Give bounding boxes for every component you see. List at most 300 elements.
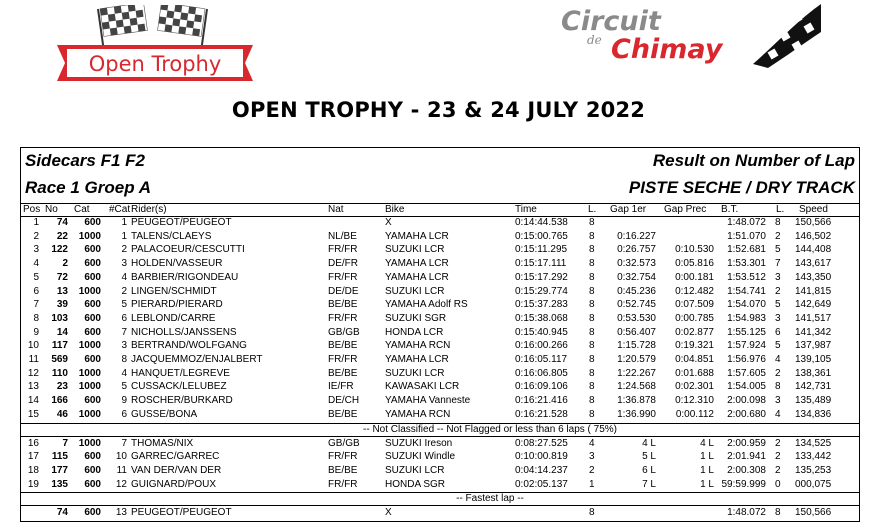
cell-nat: DE/DE: [328, 285, 359, 297]
col-bike: Bike: [385, 204, 405, 215]
cell-bike: SUZUKI LCR: [385, 285, 445, 297]
table-row: [21, 298, 859, 312]
cell-time: 0:16:21.528: [515, 408, 568, 420]
cell-ncat: 5: [121, 299, 127, 311]
cell-pos: 18: [27, 464, 39, 476]
cell-gapprec: 0:02.301: [675, 381, 714, 393]
table-row: [21, 464, 859, 478]
cell-speed: 000,075: [795, 478, 832, 490]
cell-gapprec: 0:12.310: [675, 395, 714, 407]
cell-speed: 143,617: [795, 258, 832, 270]
cell-gap1: 1:22.267: [617, 367, 656, 379]
cell-nat: IE/FR: [328, 381, 354, 393]
not-classified-divider: [21, 423, 859, 437]
cell-gapprec: 1 L: [700, 478, 714, 490]
cell-gapprec: 1 L: [700, 451, 714, 463]
cell-nat: GB/GB: [328, 437, 360, 449]
cell-cat: 600: [84, 326, 101, 338]
cell-riders: JACQUEMMOZ/ENJALBERT: [131, 354, 263, 365]
cell-gapprec: 0:02.877: [675, 326, 714, 338]
col-cat: Cat: [74, 204, 90, 215]
cell-nat: GB/GB: [328, 326, 360, 338]
cell-pos: 12: [27, 367, 39, 379]
cell-bike: SUZUKI Windle: [385, 451, 456, 463]
cell-riders: GARREC/GARREC: [131, 451, 220, 463]
cell-no: 122: [51, 244, 68, 256]
cell-cat: 600: [84, 312, 101, 324]
col-laps: L.: [588, 204, 597, 215]
cell-bike: HONDA LCR: [385, 326, 444, 338]
chequered-swoosh-icon: [753, 4, 821, 68]
cell-gap1: 6 L: [642, 464, 656, 476]
cell-gap1: 0:16.227: [617, 230, 656, 242]
cell-no: 23: [56, 381, 68, 393]
cell-btlap: 8: [775, 381, 781, 393]
col-nat: Nat: [328, 204, 344, 215]
cell-gapprec: 1 L: [700, 464, 714, 476]
cell-time: 0:15:17.111: [515, 258, 567, 270]
cell-speed: 138,361: [795, 367, 832, 379]
cell-bt: 2:00.680: [727, 408, 766, 420]
cell-nat: BE/BE: [328, 464, 358, 476]
cell-btlap: 2: [775, 367, 781, 379]
table-row: [21, 230, 859, 244]
cell-no: 166: [51, 395, 68, 407]
cell-laps: 8: [589, 340, 595, 352]
cell-bike: SUZUKI Ireson: [385, 437, 453, 449]
cell-gap1: 7 L: [642, 478, 656, 490]
cell-bt: 1:54.070: [727, 299, 766, 311]
cell-pos: 1: [33, 217, 39, 228]
cell-cat: 600: [84, 258, 101, 270]
cell-btlap: 2: [775, 451, 781, 463]
cell-laps: 8: [589, 354, 595, 365]
cell-pos: 2: [33, 230, 39, 242]
cell-btlap: 3: [775, 312, 781, 324]
cell-speed: 141,815: [795, 285, 832, 297]
cell-speed: 135,489: [795, 395, 832, 407]
cell-time: 0:16:21.416: [515, 395, 568, 407]
cell-gap1: 0:32.573: [617, 258, 656, 270]
cell-speed: 135,253: [795, 464, 832, 476]
cell-speed: 134,836: [795, 408, 832, 420]
cell-laps: 8: [589, 507, 595, 519]
cell-btlap: 4: [775, 354, 781, 365]
cell-bike: SUZUKI SGR: [385, 312, 447, 324]
cell-nat: BE/BE: [328, 299, 358, 311]
cell-laps: 8: [589, 217, 595, 228]
cell-riders: TALENS/CLAEYS: [131, 230, 212, 242]
cell-no: 39: [56, 299, 68, 311]
cell-laps: 8: [589, 244, 595, 256]
cell-bike: YAMAHA LCR: [385, 230, 449, 242]
cell-time: 0:04:14.237: [515, 464, 568, 476]
cell-pos: 17: [27, 451, 39, 463]
cell-speed: 142,731: [795, 381, 832, 393]
col-btlap: L.: [776, 204, 785, 215]
col-gap1: Gap 1er: [610, 204, 647, 215]
cell-speed: 146,502: [795, 230, 832, 242]
cell-ncat: 4: [121, 271, 127, 283]
cell-bt: 1:54.983: [727, 312, 766, 324]
cell-btlap: 2: [775, 437, 781, 449]
cell-nat: BE/BE: [328, 367, 358, 379]
cell-btlap: 6: [775, 326, 781, 338]
cell-riders: PEUGEOT/PEUGEOT: [131, 507, 232, 519]
cell-gap1: 1:36.878: [617, 395, 656, 407]
cell-btlap: 2: [775, 230, 781, 242]
table-row: [21, 450, 859, 464]
cell-pos: 5: [33, 271, 39, 283]
cell-laps: 8: [589, 285, 595, 297]
cell-pos: 7: [33, 299, 39, 311]
cell-ncat: 7: [121, 437, 127, 449]
cell-riders: ROSCHER/BURKARD: [131, 395, 233, 407]
cell-cat: 1000: [78, 340, 101, 352]
cell-nat: BE/BE: [328, 408, 358, 420]
cell-no: 22: [56, 230, 68, 242]
cell-laps: 3: [589, 451, 595, 463]
cell-no: 7: [62, 437, 68, 449]
cell-time: 0:16:06.805: [515, 367, 568, 379]
cell-cat: 600: [84, 478, 101, 490]
cell-laps: 8: [589, 271, 595, 283]
cell-pos: 13: [27, 381, 39, 393]
cell-pos: 4: [33, 258, 39, 270]
cell-nat: NL/BE: [328, 230, 357, 242]
table-row: [21, 271, 859, 285]
cell-bt: 1:54.005: [727, 381, 766, 393]
cell-btlap: 5: [775, 299, 781, 311]
cell-no: 117: [51, 340, 68, 352]
cell-cat: 600: [84, 395, 101, 407]
cell-btlap: 2: [775, 464, 781, 476]
cell-speed: 150,566: [795, 217, 832, 228]
table-row: [21, 437, 859, 451]
cell-bt: 1:51.070: [727, 230, 766, 242]
cell-riders: LEBLOND/CARRE: [131, 312, 216, 324]
table-row: [21, 367, 859, 381]
fastest-lap-divider-label: -- Fastest lap --: [456, 493, 524, 505]
cell-cat: 1000: [78, 408, 101, 420]
cell-riders: BARBIER/RIGONDEAU: [131, 271, 239, 283]
cell-riders: VAN DER/VAN DER: [131, 464, 222, 476]
not-classified-divider-label: -- Not Classified -- Not Flagged or less than 6 laps ( 75%): [363, 423, 617, 435]
circuit-de-chimay-logo: [553, 2, 823, 72]
table-row: [21, 408, 859, 422]
results-panel: [20, 147, 860, 522]
cell-bt: 59:59.999: [721, 478, 766, 490]
cell-nat: BE/BE: [328, 340, 358, 352]
cell-speed: 137,987: [795, 340, 832, 352]
cell-bike: YAMAHA Vanneste: [385, 395, 471, 407]
cell-speed: 141,517: [795, 312, 832, 324]
cell-no: 74: [56, 217, 68, 228]
cell-riders: HOLDEN/VASSEUR: [131, 258, 223, 270]
circuit-logo-text: Circuit: [561, 6, 661, 37]
cell-riders: CUSSACK/LELUBEZ: [131, 381, 227, 393]
chequered-flags-icon: [55, 5, 255, 83]
cell-nat: FR/FR: [328, 478, 358, 490]
cell-laps: 4: [589, 437, 595, 449]
cell-gapprec: 0:00.181: [675, 271, 714, 283]
column-header-row: [21, 203, 859, 217]
cell-gapprec: 0:07.509: [675, 299, 714, 311]
cell-btlap: 8: [775, 217, 781, 228]
cell-btlap: 3: [775, 395, 781, 407]
cell-nat: FR/FR: [328, 354, 358, 365]
cell-no: 135: [51, 478, 68, 490]
table-row: [21, 478, 859, 492]
cell-bike: YAMAHA Adolf RS: [385, 299, 468, 311]
cell-ncat: 3: [121, 258, 127, 270]
cell-bike: KAWASAKI LCR: [385, 381, 460, 393]
cell-bike: SUZUKI LCR: [385, 244, 445, 256]
cell-ncat: 11: [116, 464, 127, 476]
cell-riders: THOMAS/NIX: [131, 437, 194, 449]
cell-laps: 8: [589, 230, 595, 242]
cell-laps: 8: [589, 326, 595, 338]
cell-bike: YAMAHA LCR: [385, 354, 449, 365]
cell-cat: 600: [84, 354, 101, 365]
cell-ncat: 12: [115, 478, 127, 490]
cell-ncat: 4: [121, 367, 127, 379]
cell-no: 110: [51, 367, 68, 379]
cell-bt: 1:54.741: [727, 285, 766, 297]
cell-riders: GUIGNARD/POUX: [131, 478, 217, 490]
cell-bt: 2:01.941: [727, 451, 766, 463]
cell-bike: X: [385, 507, 392, 519]
cell-pos: 9: [33, 326, 39, 338]
cell-ncat: 2: [121, 285, 127, 297]
class-name: Sidecars F1 F2: [25, 151, 146, 170]
cell-gapprec: 0:10.530: [675, 244, 714, 256]
table-row: [21, 339, 859, 353]
col-pos: Pos: [23, 204, 41, 215]
cell-nat: DE/FR: [328, 258, 358, 270]
cell-cat: 1000: [78, 381, 101, 393]
cell-gapprec: 0:12.482: [675, 285, 714, 297]
cell-no: 74: [56, 507, 68, 519]
cell-btlap: 0: [775, 478, 781, 490]
cell-gap1: 0:52.745: [617, 299, 656, 311]
cell-no: 115: [51, 451, 68, 463]
cell-bt: 1:53.512: [727, 271, 766, 283]
cell-gapprec: 0:00.785: [675, 312, 714, 324]
cell-time: 0:16:00.266: [515, 340, 568, 352]
table-row: [21, 326, 859, 340]
cell-bt: 2:00.959: [727, 437, 766, 449]
cell-bike: HONDA SGR: [385, 478, 446, 490]
cell-gapprec: 0:05.816: [675, 258, 714, 270]
open-trophy-logo: [55, 5, 255, 83]
cell-ncat: 2: [121, 244, 127, 256]
col-bt: B.T.: [721, 204, 739, 215]
cell-cat: 600: [84, 271, 101, 283]
cell-cat: 600: [84, 451, 101, 463]
chimay-logo-text: Chimay: [611, 34, 723, 65]
cell-btlap: 5: [775, 244, 781, 256]
cell-bt: 1:52.681: [727, 244, 766, 256]
cell-gap1: 4 L: [642, 437, 656, 449]
cell-bike: YAMAHA RCN: [385, 408, 451, 420]
col-ncat: #Cat: [109, 204, 131, 215]
cell-ncat: 1: [121, 230, 127, 242]
cell-riders: PIERARD/PIERARD: [131, 299, 223, 311]
cell-cat: 1000: [78, 285, 101, 297]
cell-bike: X: [385, 217, 392, 228]
cell-gapprec: 0:00.112: [675, 408, 714, 420]
cell-pos: 14: [27, 395, 39, 407]
cell-pos: 6: [33, 285, 39, 297]
cell-bt: 1:53.301: [727, 258, 766, 270]
de-logo-text: de: [587, 33, 602, 47]
cell-no: 2: [62, 258, 68, 270]
cell-btlap: 3: [775, 271, 781, 283]
cell-btlap: 4: [775, 408, 781, 420]
cell-btlap: 5: [775, 340, 781, 352]
cell-time: 0:15:37.283: [515, 299, 568, 311]
table-row: [21, 257, 859, 271]
cell-no: 569: [51, 354, 68, 365]
cell-laps: 8: [589, 381, 595, 393]
cell-laps: 8: [589, 395, 595, 407]
cell-bt: 1:48.072: [727, 507, 766, 519]
cell-riders: PEUGEOT/PEUGEOT: [131, 217, 232, 228]
table-row: [21, 243, 859, 257]
cell-laps: 2: [589, 464, 595, 476]
cell-ncat: 6: [121, 312, 127, 324]
cell-laps: 8: [589, 312, 595, 324]
cell-gap1: 1:36.990: [617, 408, 656, 420]
cell-laps: 8: [589, 299, 595, 311]
cell-speed: 139,105: [795, 354, 832, 365]
cell-ncat: 1: [121, 217, 127, 228]
cell-riders: NICHOLLS/JANSSENS: [131, 326, 237, 338]
cell-no: 46: [56, 408, 68, 420]
cell-no: 14: [56, 326, 68, 338]
cell-ncat: 5: [121, 381, 127, 393]
cell-gap1: 0:32.754: [617, 271, 656, 283]
cell-gapprec: 0:19.321: [675, 340, 714, 352]
cell-speed: 134,525: [795, 437, 832, 449]
cell-btlap: 8: [775, 507, 781, 519]
cell-time: 0:15:11.295: [515, 244, 568, 256]
cell-pos: 11: [28, 354, 39, 365]
cell-bike: SUZUKI LCR: [385, 367, 445, 379]
cell-time: 0:16:05.117: [515, 354, 568, 365]
cell-time: 0:15:29.774: [515, 285, 568, 297]
cell-nat: FR/FR: [328, 271, 358, 283]
cell-btlap: 7: [775, 258, 781, 270]
cell-btlap: 2: [775, 285, 781, 297]
cell-no: 72: [56, 271, 68, 283]
cell-pos: 19: [27, 478, 39, 490]
cell-no: 177: [51, 464, 68, 476]
cell-bt: 2:00.098: [727, 395, 766, 407]
cell-ncat: 6: [121, 408, 127, 420]
col-riders: Rider(s): [131, 204, 167, 215]
cell-nat: FR/FR: [328, 312, 358, 324]
race-name: Race 1 Groep A: [25, 178, 151, 197]
col-speed: Speed: [799, 204, 828, 215]
cell-gap1: 1:20.579: [617, 354, 656, 365]
cell-speed: 144,408: [795, 244, 832, 256]
table-row: [21, 394, 859, 408]
cell-bt: 1:55.125: [727, 326, 766, 338]
cell-no: 13: [56, 285, 68, 297]
cell-gap1: 0:56.407: [617, 326, 656, 338]
cell-gap1: 1:15.728: [617, 340, 656, 352]
cell-bt: 1:48.072: [727, 217, 766, 228]
cell-gap1: 0:45.236: [617, 285, 656, 297]
cell-ncat: 3: [121, 340, 127, 352]
cell-time: 0:15:00.765: [515, 230, 568, 242]
cell-bt: 1:57.924: [727, 340, 766, 352]
table-row: [21, 506, 859, 520]
cell-time: 0:02:05.137: [515, 478, 568, 490]
cell-cat: 600: [84, 299, 101, 311]
cell-gap1: 1:24.568: [617, 381, 656, 393]
cell-time: 0:10:00.819: [515, 451, 568, 463]
table-row: [21, 380, 859, 394]
cell-time: 0:16:09.106: [515, 381, 568, 393]
fastest-lap-divider: [21, 492, 859, 506]
cell-riders: BERTRAND/WOLFGANG: [131, 340, 247, 352]
cell-pos: 16: [27, 437, 39, 449]
cell-riders: PALACOEUR/CESCUTTI: [131, 244, 245, 256]
cell-speed: 141,342: [795, 326, 832, 338]
cell-ncat: 7: [121, 326, 127, 338]
table-row: [21, 216, 859, 230]
cell-gap1: 5 L: [642, 451, 656, 463]
cell-riders: GUSSE/BONA: [131, 408, 198, 420]
cell-gapprec: 0:04.851: [675, 354, 714, 365]
cell-time: 0:14:44.538: [515, 217, 568, 228]
cell-laps: 8: [589, 258, 595, 270]
cell-gapprec: 0:01.688: [675, 367, 714, 379]
cell-time: 0:08:27.525: [515, 437, 568, 449]
col-no: No: [45, 204, 58, 215]
cell-bike: YAMAHA LCR: [385, 271, 449, 283]
open-trophy-logo-text: Open Trophy: [88, 52, 222, 76]
table-row: [21, 285, 859, 299]
cell-bt: 2:00.308: [727, 464, 766, 476]
cell-speed: 150,566: [795, 507, 832, 519]
cell-ncat: 13: [115, 507, 127, 519]
cell-time: 0:15:40.945: [515, 326, 568, 338]
table-row: [21, 353, 859, 367]
cell-speed: 133,442: [795, 451, 832, 463]
cell-gapprec: 4 L: [700, 437, 714, 449]
cell-pos: 10: [27, 340, 39, 352]
cell-bt: 1:57.605: [727, 367, 766, 379]
cell-cat: 600: [84, 464, 101, 476]
cell-cat: 600: [84, 217, 101, 228]
cell-cat: 1000: [78, 230, 101, 242]
cell-ncat: 8: [121, 354, 127, 365]
cell-cat: 600: [84, 507, 101, 519]
result-type: Result on Number of Lap: [652, 151, 855, 170]
cell-no: 103: [51, 312, 68, 324]
col-gapprec: Gap Prec: [664, 204, 707, 215]
cell-bike: YAMAHA RCN: [385, 340, 451, 352]
cell-pos: 8: [33, 312, 39, 324]
cell-bike: SUZUKI LCR: [385, 464, 445, 476]
cell-nat: FR/FR: [328, 451, 358, 463]
cell-ncat: 9: [121, 395, 127, 407]
cell-bike: YAMAHA LCR: [385, 258, 449, 270]
